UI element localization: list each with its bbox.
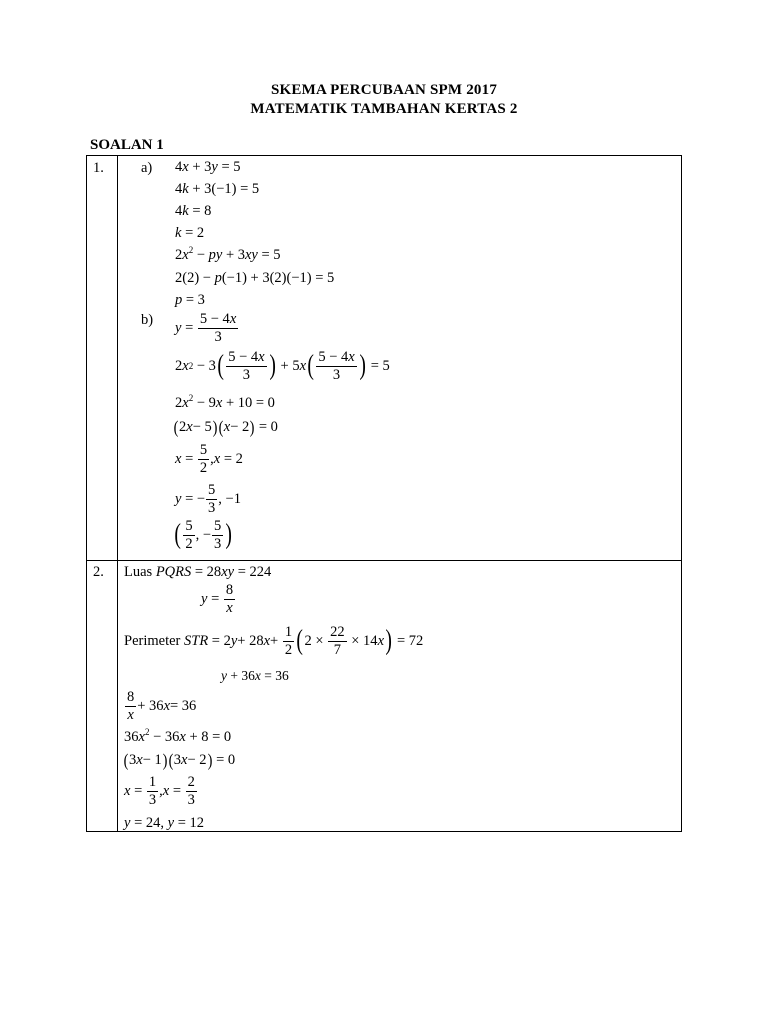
q1-b-line-6: y = − $\frac{5}{3}$ , −1 (175, 482, 241, 516)
q2-line-1: Luas PQRS = 28xy = 224 (124, 564, 272, 580)
q1-b-line-7: ( $\frac{5}{2}$ , − $\frac{5}{3}$ ) (174, 518, 233, 552)
q1-a-line-6: 2(2) − p(−1) + 3(2)(−1) = 5 (175, 270, 335, 286)
q1-a-line-3: 4k = 8 (175, 203, 212, 219)
q2-line-8: x = $\frac{1}{3}$ , x = $\frac{2}{3}$ (124, 774, 195, 808)
q2-line-3: Perimeter STR = 2 y + 28 x + $\frac{1}{2}$ ( 2 × $\frac{22}{7}$ × 14 x ) = 72 (124, 624, 424, 658)
document-subtitle: MATEMATIK TAMBAHAN KERTAS 2 (250, 101, 518, 117)
section-label: SOALAN 1 (90, 137, 164, 153)
question-number-2: 2. (93, 564, 104, 580)
answer-table (86, 155, 682, 832)
q1-a-line-1: 4x + 3y = 5 (175, 159, 241, 175)
q1-a-line-2: 4k + 3(−1) = 5 (175, 181, 260, 197)
q1-b-line-3: $2x^2 - 9x + 10 = 0$ (175, 393, 275, 411)
question-number-1: 1. (93, 160, 104, 176)
q1-a-line-7: p = 3 (175, 292, 205, 308)
q2-line-4: y + 36x = 36 (221, 668, 289, 683)
q1-a-line-5: $2x^2$ − py + 3xy = 5 (175, 245, 281, 263)
row-divider (87, 560, 681, 561)
q1-b-line-1: y = $\frac{5 - 4x}{3}$ (175, 311, 237, 345)
q1-b-line-5: x = $\frac{5}{2}$ , x = 2 (175, 442, 243, 476)
q2-line-7: ( 3 x − 1 ) ( 3 x − 2 ) = 0 (123, 750, 236, 770)
q1-b-line-2: 2 x 2 − 3 ( $\frac{5 - 4x}{3}$ ) + 5 x ( $\frac{5 - 4x}{3}$ ) = 5 (175, 349, 390, 383)
column-divider (117, 156, 118, 831)
q2-line-6: $36x^2 - 36x + 8 = 0$ (124, 727, 232, 745)
q1-b-line-4: ( 2 x − 5 ) ( x − 2 ) = 0 (173, 417, 278, 437)
q1-a-line-4: k = 2 (175, 225, 205, 241)
document-title: SKEMA PERCUBAAN SPM 2017 (270, 82, 498, 98)
part-a-label: a) (141, 160, 153, 176)
q2-line-9: y = 24, y = 12 (124, 815, 204, 831)
q2-line-2: y = $\frac{8}{x}$ (201, 582, 234, 616)
part-b-label: b) (141, 312, 154, 328)
q2-line-5: $\frac{8}{x}$ + 36 x = 36 (127, 689, 197, 723)
